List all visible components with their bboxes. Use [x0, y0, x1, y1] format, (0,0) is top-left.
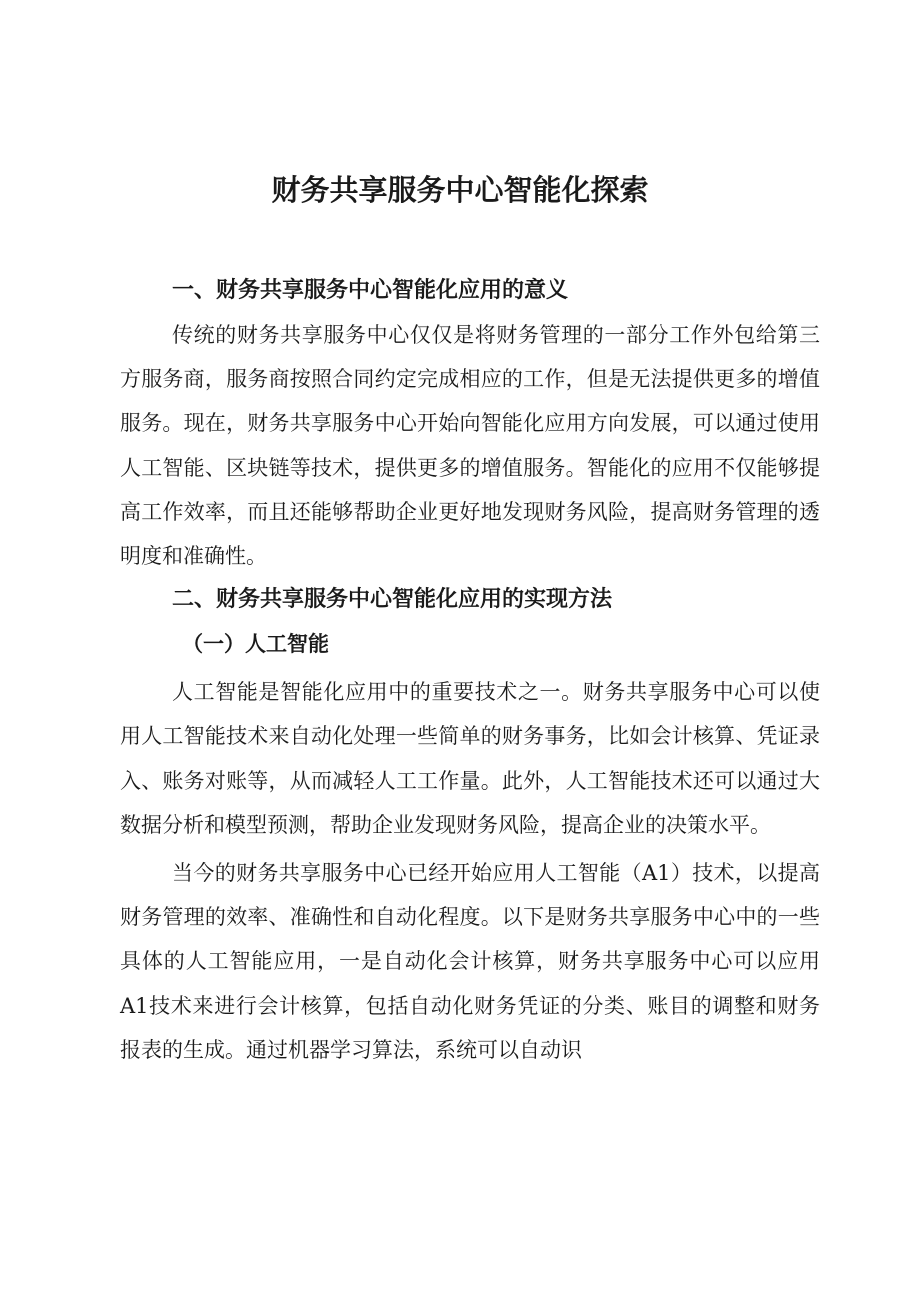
subsection-heading: （一）人工智能: [182, 632, 329, 657]
paragraph: 人工智能是智能化应用中的重要技术之一。财务共享服务中心可以使用人工智能技术来自动化处理一些简单的财务事务，比如会计核算、凭证录入、账务对账等，从而减轻人工工作量。此外，人工智能技术还可以通过大数据分析和模型预测，帮助企业发现财务风险，提高企业的决策水平。: [120, 680, 820, 837]
section-heading-2: 二、财务共享服务中心智能化应用的实现方法: [172, 587, 613, 613]
paragraph: 当今的财务共享服务中心已经开始应用人工智能（A1）技术，以提高财务管理的效率、准确性和自动化程度。以下是财务共享服务中心中的一些具体的人工智能应用，一是自动化会计核算，财务共享服务中心可以应用A1技术来进行会计核算，包括自动化财务凭证的分类、账目的调整和财务报表的生成。通过机器学习算法，系统可以自动识: [120, 861, 820, 1062]
paragraph: 传统的财务共享服务中心仅仅是将财务管理的一部分工作外包给第三方服务商，服务商按照合同约定完成相应的工作，但是无法提供更多的增值服务。现在，财务共享服务中心开始向智能化应用方向发展，可以通过使用人工智能、区块链等技术，提供更多的增值服务。智能化的应用不仅能够提高工作效率，而且还能够帮助企业更好地发现财务风险，提高财务管理的透明度和准确性。: [120, 323, 820, 569]
section-heading-1: 一、财务共享服务中心智能化应用的意义: [172, 278, 569, 303]
document-body: [120, 269, 820, 1072]
document-title: 财务共享服务中心智能化探索: [271, 173, 649, 207]
